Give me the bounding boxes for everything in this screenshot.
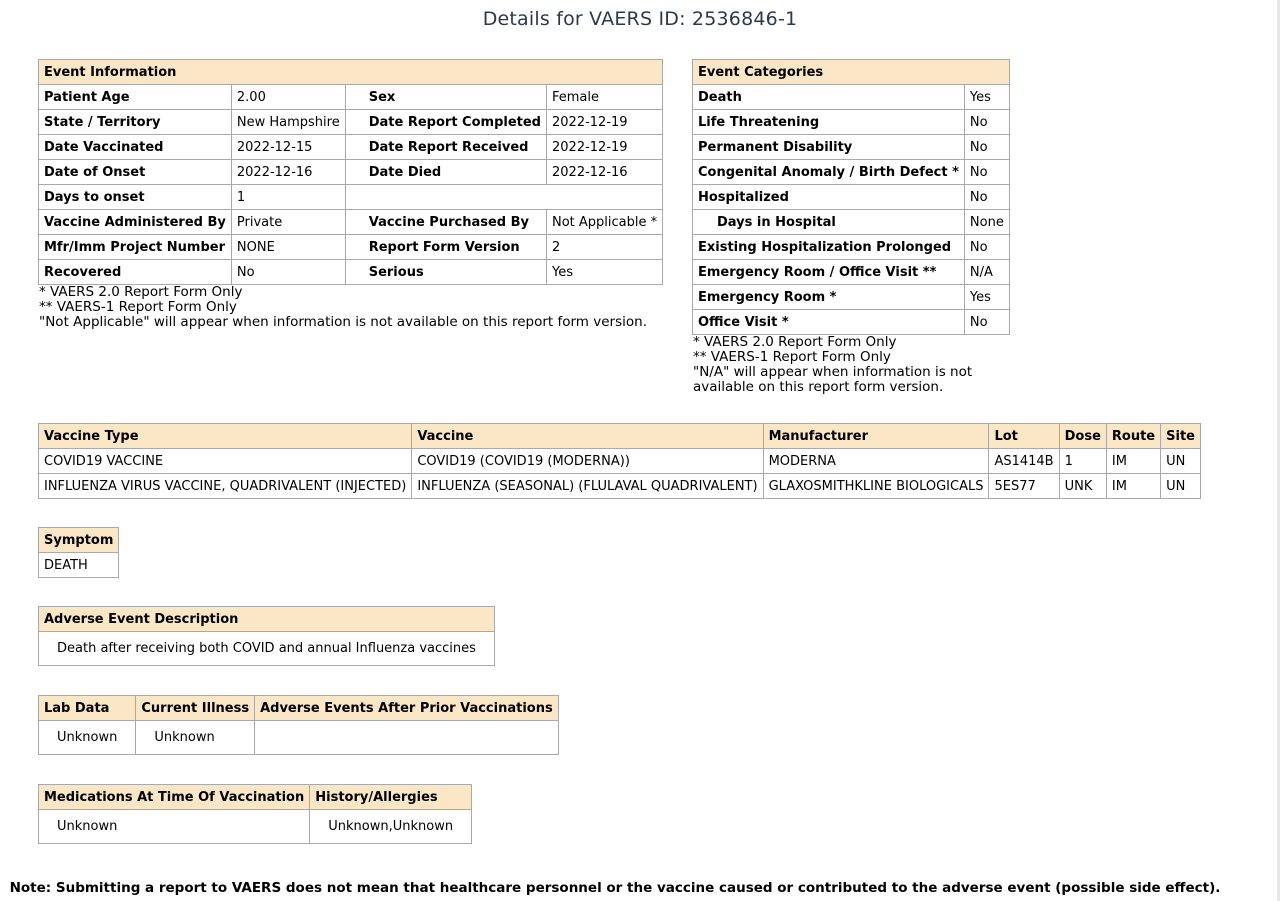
field-value: No [231,260,345,285]
lab-data-table [38,695,559,755]
category-value: None [964,210,1009,235]
note-line: available on this report form version. [693,379,944,395]
field-label: Mfr/Imm Project Number [39,235,232,260]
field-label: Report Form Version [345,235,546,260]
field-label: Serious [345,260,546,285]
medications-table [38,784,472,844]
meds-header-row [39,785,472,810]
event-information-notes [39,285,647,330]
field-value: New Hampshire [231,110,345,135]
field-value: 2022-12-16 [231,160,345,185]
table-cell: Unknown,Unknown [310,810,472,844]
category-label: Life Threatening [693,110,965,135]
category-value: No [964,185,1009,210]
table-cell [255,721,559,755]
column-header: Adverse Events After Prior Vaccinations [255,696,559,721]
event-row [39,160,663,185]
event-row [39,85,663,110]
category-row [693,285,1010,310]
field-label: Date Report Received [345,135,546,160]
table-cell: 5ES77 [989,474,1059,499]
table-cell: UN [1161,449,1201,474]
note-line: ** VAERS-1 Report Form Only [39,299,237,315]
table-row [39,810,472,844]
table-cell: 1 [1059,449,1106,474]
field-value: 2022-12-16 [547,160,663,185]
category-label: Existing Hospitalization Prolonged [693,235,965,260]
table-cell: UN [1161,474,1201,499]
category-row [693,210,1010,235]
field-value: Private [231,210,345,235]
column-header: Lot [989,424,1059,449]
category-row [693,310,1010,335]
page-title: Details for VAERS ID: 2536846-1 [482,8,798,30]
category-value: No [964,110,1009,135]
category-value: Yes [964,285,1009,310]
category-label: Congenital Anomaly / Birth Defect * [693,160,965,185]
category-row [693,110,1010,135]
table-cell: Unknown [39,810,310,844]
category-row [693,135,1010,160]
lab-header-row [39,696,559,721]
table-cell: IM [1106,449,1160,474]
field-value: 2022-12-19 [547,135,663,160]
field-value: 2022-12-15 [231,135,345,160]
column-header: Manufacturer [763,424,989,449]
field-label: Patient Age [39,85,232,110]
category-label: Hospitalized [693,185,965,210]
column-header: Vaccine Type [39,424,412,449]
table-cell: INFLUENZA (SEASONAL) (FLULAVAL QUADRIVALENT) [412,474,763,499]
table-cell: COVID19 (COVID19 (MODERNA)) [412,449,763,474]
field-value: 2022-12-19 [547,110,663,135]
column-header: Route [1106,424,1160,449]
table-row [39,721,559,755]
table-cell: UNK [1059,474,1106,499]
column-header: Current Illness [136,696,255,721]
category-value: Yes [964,85,1009,110]
field-label: Date Report Completed [345,110,546,135]
table-cell: AS1414B [989,449,1059,474]
category-label: Days in Hospital [693,210,965,235]
category-value: No [964,235,1009,260]
field-label: Vaccine Purchased By [345,210,546,235]
column-header: Medications At Time Of Vaccination [39,785,310,810]
adverse-event-header: Adverse Event Description [39,607,495,632]
field-value: Yes [547,260,663,285]
table-cell: GLAXOSMITHKLINE BIOLOGICALS [763,474,989,499]
field-label: Days to onset [39,185,232,210]
event-row [39,110,663,135]
table-cell: IM [1106,474,1160,499]
event-categories-table [692,59,1010,335]
symptom-value: DEATH [39,553,119,578]
adverse-event-table [38,606,495,666]
category-value: No [964,310,1009,335]
table-cell: Unknown [39,721,136,755]
note-line: "N/A" will appear when information is not [693,364,973,380]
vaccine-header-row [39,424,1201,449]
column-header: Dose [1059,424,1106,449]
table-cell: MODERNA [763,449,989,474]
event-row [39,135,663,160]
table-cell: COVID19 VACCINE [39,449,412,474]
category-label: Death [693,85,965,110]
event-information-header: Event Information [39,60,663,85]
category-row [693,85,1010,110]
field-value: 1 [231,185,345,210]
table-cell: Unknown [136,721,255,755]
table-cell: INFLUENZA VIRUS VACCINE, QUADRIVALENT (INJECTED) [39,474,412,499]
note-line: * VAERS 2.0 Report Form Only [39,284,243,300]
event-row [39,260,663,285]
category-value: No [964,135,1009,160]
field-value: 2 [547,235,663,260]
category-label: Emergency Room / Office Visit ** [693,260,965,285]
column-header: History/Allergies [310,785,472,810]
event-categories-header: Event Categories [693,60,1010,85]
field-value: Not Applicable * [547,210,663,235]
category-row [693,160,1010,185]
event-row [39,235,663,260]
note-line: ** VAERS-1 Report Form Only [693,349,891,365]
empty-cell [345,185,662,210]
symptom-header: Symptom [39,528,119,553]
field-value: NONE [231,235,345,260]
category-row [693,235,1010,260]
vaccine-table [38,423,1201,499]
category-value: No [964,160,1009,185]
field-label: State / Territory [39,110,232,135]
column-header: Vaccine [412,424,763,449]
category-row [693,260,1010,285]
adverse-event-value: Death after receiving both COVID and annual Influenza vaccines [39,632,495,666]
note-line: * VAERS 2.0 Report Form Only [693,334,897,350]
field-value: 2.00 [231,85,345,110]
field-label: Recovered [39,260,232,285]
event-row [39,185,663,210]
footer-note: Note: Submitting a report to VAERS does not mean that healthcare personnel or the vaccine caused or contributed to the adverse event (possible side effect). [9,880,1221,896]
event-information-table [38,59,663,285]
event-row [39,210,663,235]
field-value: Female [547,85,663,110]
category-label: Office Visit * [693,310,965,335]
event-categories-notes [693,335,972,395]
note-line: "Not Applicable" will appear when information is not available on this report form version. [39,314,647,330]
category-label: Emergency Room * [693,285,965,310]
column-header: Lab Data [39,696,136,721]
category-label: Permanent Disability [693,135,965,160]
field-label: Sex [345,85,546,110]
category-row [693,185,1010,210]
symptom-table [38,527,119,578]
table-row [39,474,1201,499]
category-value: N/A [964,260,1009,285]
table-row [39,449,1201,474]
field-label: Date Vaccinated [39,135,232,160]
column-header: Site [1161,424,1201,449]
field-label: Vaccine Administered By [39,210,232,235]
field-label: Date Died [345,160,546,185]
field-label: Date of Onset [39,160,232,185]
